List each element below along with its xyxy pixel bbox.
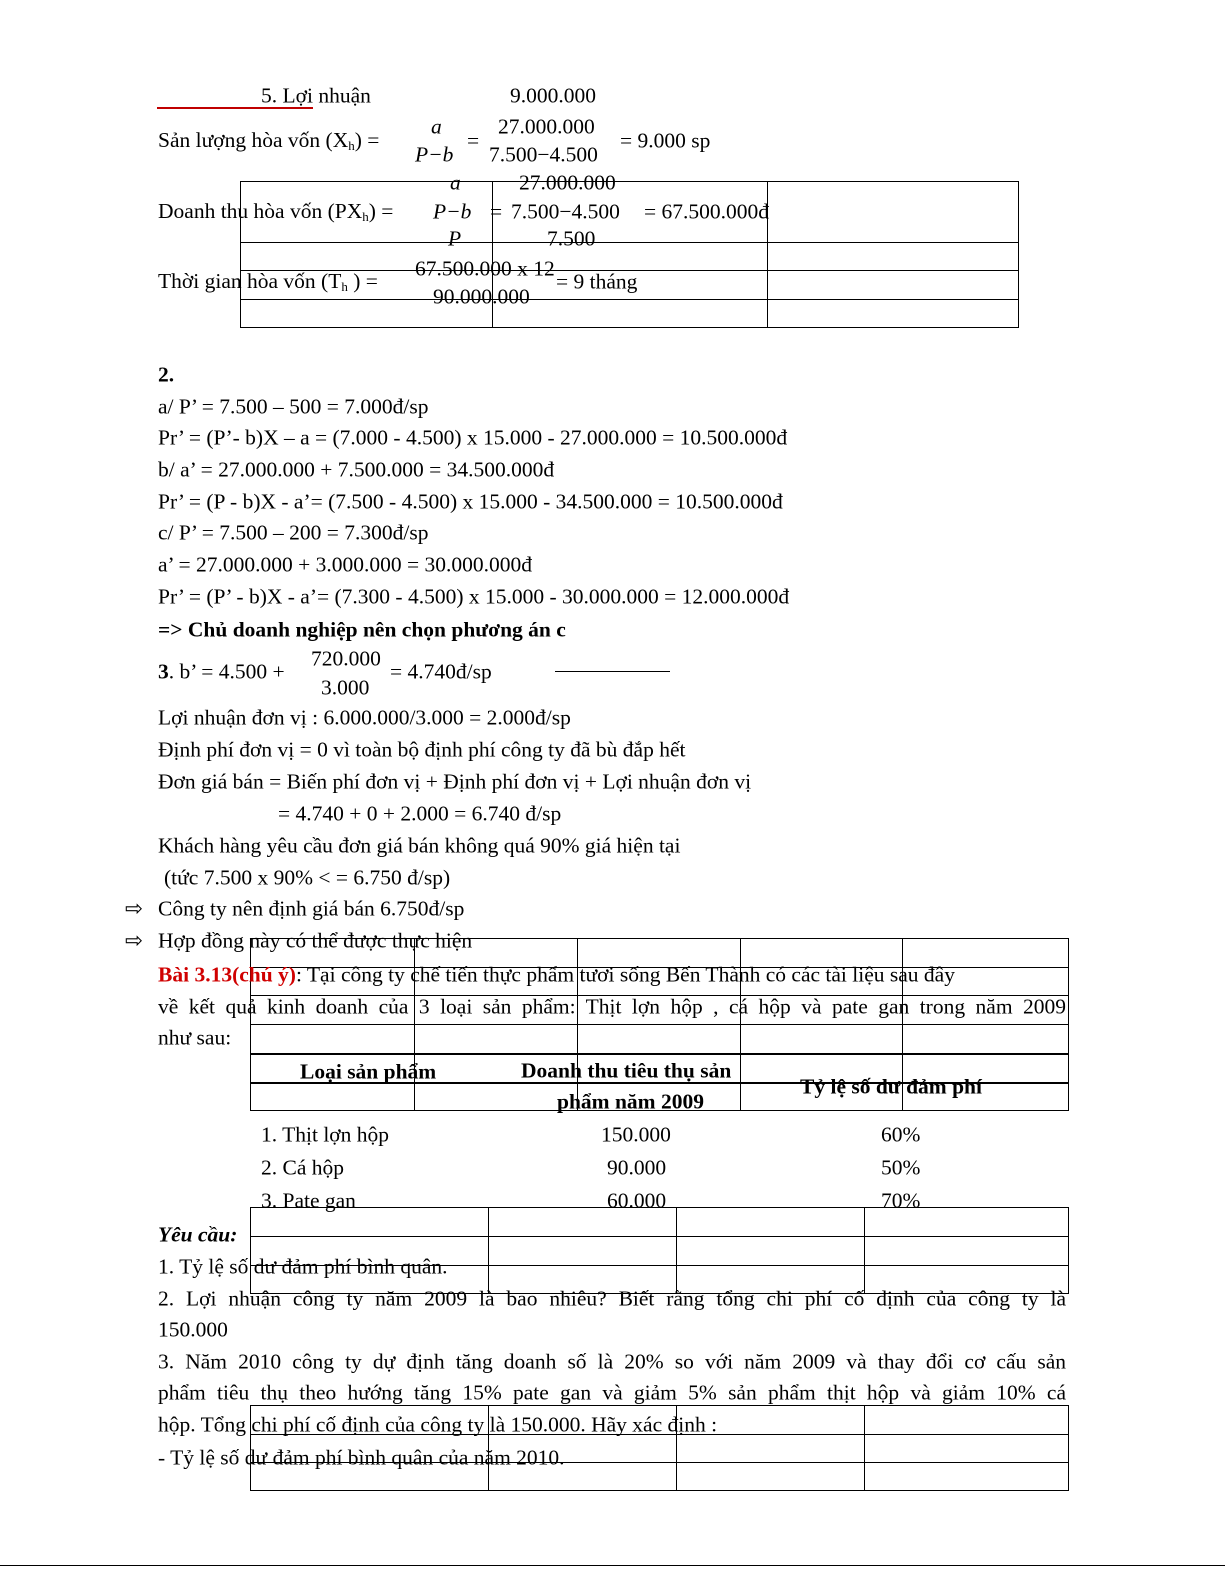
arrow-icon: ⇨ xyxy=(125,896,144,921)
grid-line xyxy=(676,1207,677,1294)
result: = 67.500.000đ xyxy=(644,199,770,224)
text-line: = 4.740 + 0 + 2.000 = 6.740 đ/sp xyxy=(278,801,562,826)
grid-line xyxy=(488,1207,489,1294)
cell-ratio: 50% xyxy=(881,1155,921,1180)
text-line: Định phí đơn vị = 0 vì toàn bộ định phí công ty đã bù đắp hết xyxy=(158,737,686,762)
label: Doanh thu hòa vốn (PX xyxy=(158,199,363,223)
header-product: Loại sản phẩm xyxy=(300,1059,437,1084)
requirement-line: - Tỷ lệ số dư đảm phí bình quân của năm 2010. xyxy=(158,1445,565,1470)
subscript: h xyxy=(341,279,348,294)
fraction-numerator: a xyxy=(450,170,461,195)
grid-line xyxy=(488,1405,489,1491)
fraction-denominator: 90.000.000 xyxy=(433,284,530,309)
equals: = xyxy=(490,199,503,224)
grid-line xyxy=(250,1053,1069,1055)
fraction-numerator: 27.000.000 xyxy=(498,114,595,139)
profit-label: 5. Lợi nhuận xyxy=(261,83,371,108)
requirement-line: 2. Lợi nhuận công ty năm 2009 là bao nhiêu? Biết rằng tổng chi phí cố định của công ty là xyxy=(158,1286,1066,1311)
calc-line: Pr’ = (P - b)X - a’= (7.500 - 4.500) x 15.000 - 34.500.000 = 10.500.000đ xyxy=(158,489,783,514)
calc-line: Pr’ = (P’ - b)X - a’= (7.300 - 4.500) x 15.000 - 30.000.000 = 12.000.000đ xyxy=(158,584,790,609)
text-line: Lợi nhuận đơn vị : 6.000.000/3.000 = 2.000đ/sp xyxy=(158,705,571,730)
text-line: (tức 7.500 x 90% < = 6.750 đ/sp) xyxy=(164,865,451,890)
header-revenue: Doanh thu tiêu thụ sản xyxy=(521,1058,732,1083)
overlay-grid-3 xyxy=(250,1207,1069,1294)
fraction-denominator: 7.500 xyxy=(547,226,596,251)
label-end: ) = xyxy=(354,128,380,152)
calc-line: a/ P’ = 7.500 – 500 = 7.000đ/sp xyxy=(158,394,429,419)
subscript: h xyxy=(348,138,355,153)
conclusion: => Chủ doanh nghiệp nên chọn phương án c xyxy=(158,617,566,642)
requirement-line: 3. Năm 2010 công ty dự định tăng doanh số là 20% so với năm 2009 và thay đổi cơ cấu sản xyxy=(158,1349,1066,1374)
header-revenue-cont: phẩm năm 2009 xyxy=(557,1089,704,1114)
section-3-number: 3 xyxy=(158,659,169,684)
cell-product: 1. Thịt lợn hộp xyxy=(261,1122,390,1147)
arrow-item: Hợp đồng này có thể được thực hiện xyxy=(158,928,473,953)
calc-line: Pr’ = (P’- b)X – a = (7.000 - 4.500) x 15.000 - 27.000.000 = 10.500.000đ xyxy=(158,425,788,450)
grid-line xyxy=(250,1434,1069,1435)
calc-line: a’ = 27.000.000 + 3.000.000 = 30.000.000đ xyxy=(158,552,532,577)
exercise-intro: về kết quả kinh doanh của 3 loại sản phẩm: Thịt lợn hộp , cá hộp và pate gan trong năm 2009 xyxy=(158,994,1066,1019)
requirement-line: 150.000 xyxy=(158,1317,228,1342)
calc-line: c/ P’ = 7.500 – 200 = 7.300đ/sp xyxy=(158,520,429,545)
section-2-heading: 2. xyxy=(158,362,175,387)
cell-ratio: 70% xyxy=(881,1188,921,1213)
exercise-title: Bài 3.13(chú ý) xyxy=(158,962,296,987)
label-end: ) = xyxy=(368,199,394,223)
stray-line xyxy=(555,671,670,672)
formula: . b’ = 4.500 + xyxy=(168,659,285,684)
grid-line xyxy=(676,1405,677,1491)
header-margin-ratio: Tỷ lệ số dư đảm phí xyxy=(800,1074,982,1099)
text-line: Đơn giá bán = Biến phí đơn vị + Định phí đơn vị + Lợi nhuận đơn vị xyxy=(158,769,752,794)
cell-product: 3. Pate gan xyxy=(261,1188,356,1213)
fraction-denominator: P xyxy=(448,226,462,251)
grid-line xyxy=(864,1405,865,1491)
arrow-item: Công ty nên định giá bán 6.750đ/sp xyxy=(158,896,465,921)
requirements-heading: Yêu cầu: xyxy=(158,1222,238,1247)
label: Sản lượng hòa vốn (X xyxy=(158,128,349,152)
page-bottom-border xyxy=(0,1565,1225,1566)
requirement-line: hộp. Tổng chi phí cố định của công ty là 150.000. Hãy xác định : xyxy=(158,1412,718,1437)
calc-line: b/ a’ = 27.000.000 + 7.500.000 = 34.500.000đ xyxy=(158,457,555,482)
grid-line xyxy=(250,1462,1069,1463)
label: Thời gian hòa vốn (T xyxy=(158,269,342,293)
subscript: h xyxy=(362,209,369,224)
fraction-numerator: a xyxy=(431,114,442,139)
grid-line xyxy=(240,299,1019,300)
cell-revenue: 90.000 xyxy=(607,1155,667,1180)
equals: = xyxy=(467,128,480,153)
exercise-intro: : Tại công ty chế tiến thực phẩm tươi sống Bến Thành có các tài liệu sau đây xyxy=(295,962,955,987)
arrow-icon: ⇨ xyxy=(125,928,144,953)
fraction-numerator: 67.500.000 x 12 xyxy=(415,256,555,281)
requirement-line: phẩm tiêu thụ theo hướng tăng 15% pate gan và giảm 5% sản phẩm thịt hộp và giảm 10% cá xyxy=(158,1380,1066,1405)
fraction-numerator: 27.000.000 xyxy=(519,170,616,195)
result: = 9 tháng xyxy=(556,269,638,294)
overlay-grid-4 xyxy=(250,1405,1069,1491)
fraction-middle: 7.500−4.500 xyxy=(511,199,620,224)
requirement-line: 1. Tỷ lệ số dư đảm phí bình quân. xyxy=(158,1254,448,1279)
grid-line xyxy=(240,242,1019,243)
fraction-denominator: P−b xyxy=(415,142,454,167)
grid-line xyxy=(250,1024,1069,1025)
cell-revenue: 60.000 xyxy=(607,1188,667,1213)
cell-product: 2. Cá hộp xyxy=(261,1155,345,1180)
cell-revenue: 150.000 xyxy=(601,1122,671,1147)
result: = 4.740đ/sp xyxy=(390,659,492,684)
fraction-denominator: 3.000 xyxy=(321,675,370,700)
profit-value: 9.000.000 xyxy=(510,83,596,108)
fraction-numerator: 720.000 xyxy=(311,646,381,671)
text-line: Khách hàng yêu cầu đơn giá bán không quá 90% giá hiện tại xyxy=(158,833,681,858)
cell-ratio: 60% xyxy=(881,1122,921,1147)
exercise-intro: như sau: xyxy=(158,1025,232,1050)
result: = 9.000 sp xyxy=(620,128,711,153)
label-end: ) = xyxy=(347,269,378,293)
grid-line xyxy=(250,1236,1069,1237)
grid-line xyxy=(864,1207,865,1294)
red-underline xyxy=(157,107,313,109)
fraction-denominator: 7.500−4.500 xyxy=(489,142,598,167)
fraction-middle: P−b xyxy=(433,199,472,224)
